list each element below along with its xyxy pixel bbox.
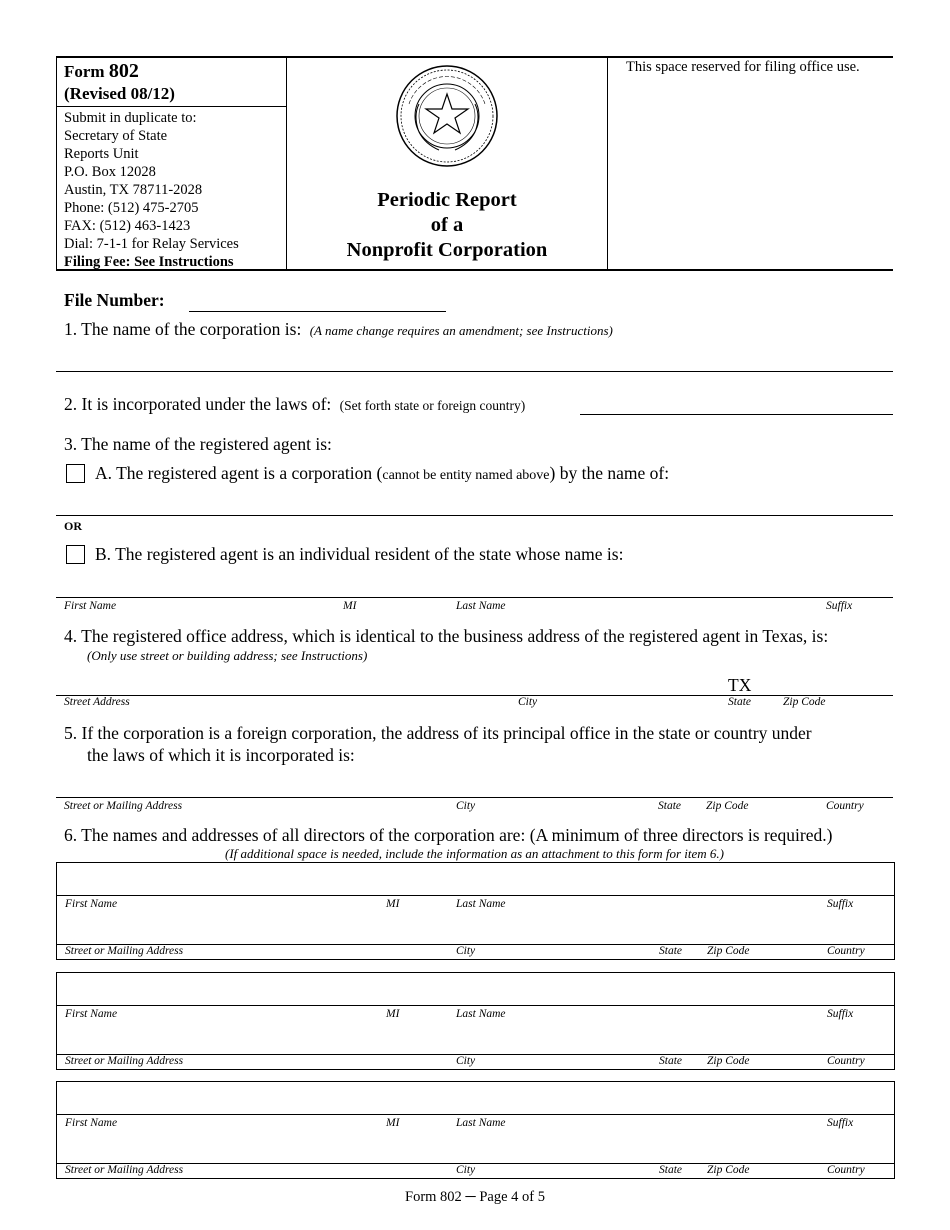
label-last-name: Last Name [456, 898, 506, 910]
item1-text: 1. The name of the corporation is: [64, 319, 302, 339]
label-state: State [659, 945, 682, 957]
option-a-pre: A. The registered agent is a corporation ( [95, 463, 383, 483]
label-suffix: Suffix [827, 1008, 854, 1020]
label-first-name: First Name [65, 898, 118, 910]
label-mi: MI [343, 600, 357, 612]
or-label: OR [64, 519, 82, 533]
header-left-border [56, 57, 57, 269]
item6-note: (If additional space is needed, include the information as an attachment to this form for item 6.) [225, 846, 724, 861]
form-id [64, 60, 175, 105]
label-street-address: Street Address [64, 696, 130, 708]
label-zip-code: Zip Code [707, 945, 750, 957]
item2 [64, 394, 525, 415]
submit-line: Secretary of State [64, 128, 168, 144]
header-top-border [56, 56, 893, 58]
option-a-small: cannot be entity named above [382, 468, 550, 483]
item1-note: (A name change requires an amendment; see Instructions) [309, 323, 613, 338]
label-street-mailing: Street or Mailing Address [65, 945, 184, 957]
item4-note: (Only use street or building address; see Instructions) [87, 648, 368, 663]
submit-line: Reports Unit [64, 146, 139, 162]
title-line: Periodic Report [377, 189, 517, 211]
label-state: State [728, 696, 751, 708]
filing-office-space: This space reserved for filing office use. [626, 59, 860, 75]
form-revised: (Revised 08/12) [64, 84, 175, 103]
label-mi: MI [386, 1008, 400, 1020]
label-suffix: Suffix [827, 1117, 854, 1129]
agent-corporation-checkbox[interactable] [66, 464, 85, 483]
state-seal-icon [395, 64, 499, 168]
label-state: State [659, 1164, 682, 1176]
submit-info [64, 109, 239, 271]
label-city: City [456, 800, 476, 812]
principal-office-address-field[interactable] [56, 797, 893, 798]
director-box [56, 1081, 895, 1179]
form-number: 802 [108, 60, 139, 82]
label-first-name: First Name [65, 1117, 118, 1129]
item3-option-b: B. The registered agent is an individual resident of the state whose name is: [95, 544, 624, 564]
label-country: Country [827, 1164, 865, 1176]
option-a-post: ) by the name of: [549, 463, 670, 483]
registered-office-state-value: TX [728, 675, 752, 695]
file-number-label: File Number: [64, 290, 165, 310]
submit-line: Austin, TX 78711-2028 [64, 182, 203, 198]
agent-individual-checkbox[interactable] [66, 545, 85, 564]
director-box [56, 972, 895, 1070]
item5-line2: the laws of which it is incorporated is: [87, 745, 355, 765]
form-id-underline [56, 106, 286, 107]
label-street-mailing: Street or Mailing Address [65, 1055, 184, 1067]
director-name-field[interactable] [57, 1114, 894, 1115]
label-mi: MI [386, 1117, 400, 1129]
item2-note: (Set forth state or foreign country) [339, 398, 526, 413]
label-city: City [518, 696, 538, 708]
title-line: Nonprofit Corporation [346, 239, 548, 261]
item5-line1: 5. If the corporation is a foreign corporation, the address of its principal office in the state or country under [64, 723, 812, 743]
label-last-name: Last Name [456, 600, 506, 612]
submit-line: Submit in duplicate to: [64, 110, 197, 126]
form-title [287, 188, 607, 263]
label-state: State [658, 800, 681, 812]
label-street-mailing: Street or Mailing Address [65, 1164, 184, 1176]
label-mi: MI [386, 898, 400, 910]
item4-text: 4. The registered office address, which is identical to the business address of the registered agent in Texas, is: [64, 626, 829, 646]
incorporation-law-field[interactable] [580, 414, 893, 415]
agent-individual-name-field[interactable] [56, 597, 893, 598]
item2-text: 2. It is incorporated under the laws of: [64, 394, 332, 414]
label-street-mailing: Street or Mailing Address [64, 800, 183, 812]
label-city: City [456, 945, 476, 957]
director-box [56, 862, 895, 960]
label-state: State [659, 1055, 682, 1067]
page-footer: Form 802 ─ Page 4 of 5 [405, 1189, 545, 1205]
header-divider-2 [607, 57, 608, 269]
label-zip-code: Zip Code [707, 1164, 750, 1176]
label-last-name: Last Name [456, 1117, 506, 1129]
label-zip-code: Zip Code [707, 1055, 750, 1067]
label-country: Country [827, 1055, 865, 1067]
label-suffix: Suffix [826, 600, 853, 612]
director-name-field[interactable] [57, 1005, 894, 1006]
item3-option-a [95, 463, 669, 484]
file-number-field[interactable] [189, 311, 446, 312]
agent-corporation-name-field[interactable] [56, 515, 893, 516]
submit-line: FAX: (512) 463-1423 [64, 218, 191, 234]
label-first-name: First Name [65, 1008, 118, 1020]
label-last-name: Last Name [456, 1008, 506, 1020]
item1 [64, 319, 613, 340]
label-city: City [456, 1055, 476, 1067]
submit-line: P.O. Box 12028 [64, 164, 156, 180]
label-suffix: Suffix [827, 898, 854, 910]
item6-text: 6. The names and addresses of all directors of the corporation are: (A minimum of three directors is required.) [64, 825, 833, 845]
label-country: Country [827, 945, 865, 957]
label-country: Country [826, 800, 864, 812]
label-zip-code: Zip Code [706, 800, 749, 812]
form-label: Form [64, 62, 105, 81]
title-line: of a [430, 214, 464, 236]
label-first-name: First Name [64, 600, 117, 612]
label-zip-code: Zip Code [783, 696, 826, 708]
corporation-name-field[interactable] [56, 371, 893, 372]
registered-office-address-field[interactable] [56, 695, 893, 696]
submit-line: Phone: (512) 475-2705 [64, 200, 199, 216]
item3-text: 3. The name of the registered agent is: [64, 434, 332, 454]
label-city: City [456, 1164, 476, 1176]
director-name-field[interactable] [57, 895, 894, 896]
filing-fee: Filing Fee: See Instructions [64, 254, 234, 270]
submit-line: Dial: 7-1-1 for Relay Services [64, 236, 239, 252]
